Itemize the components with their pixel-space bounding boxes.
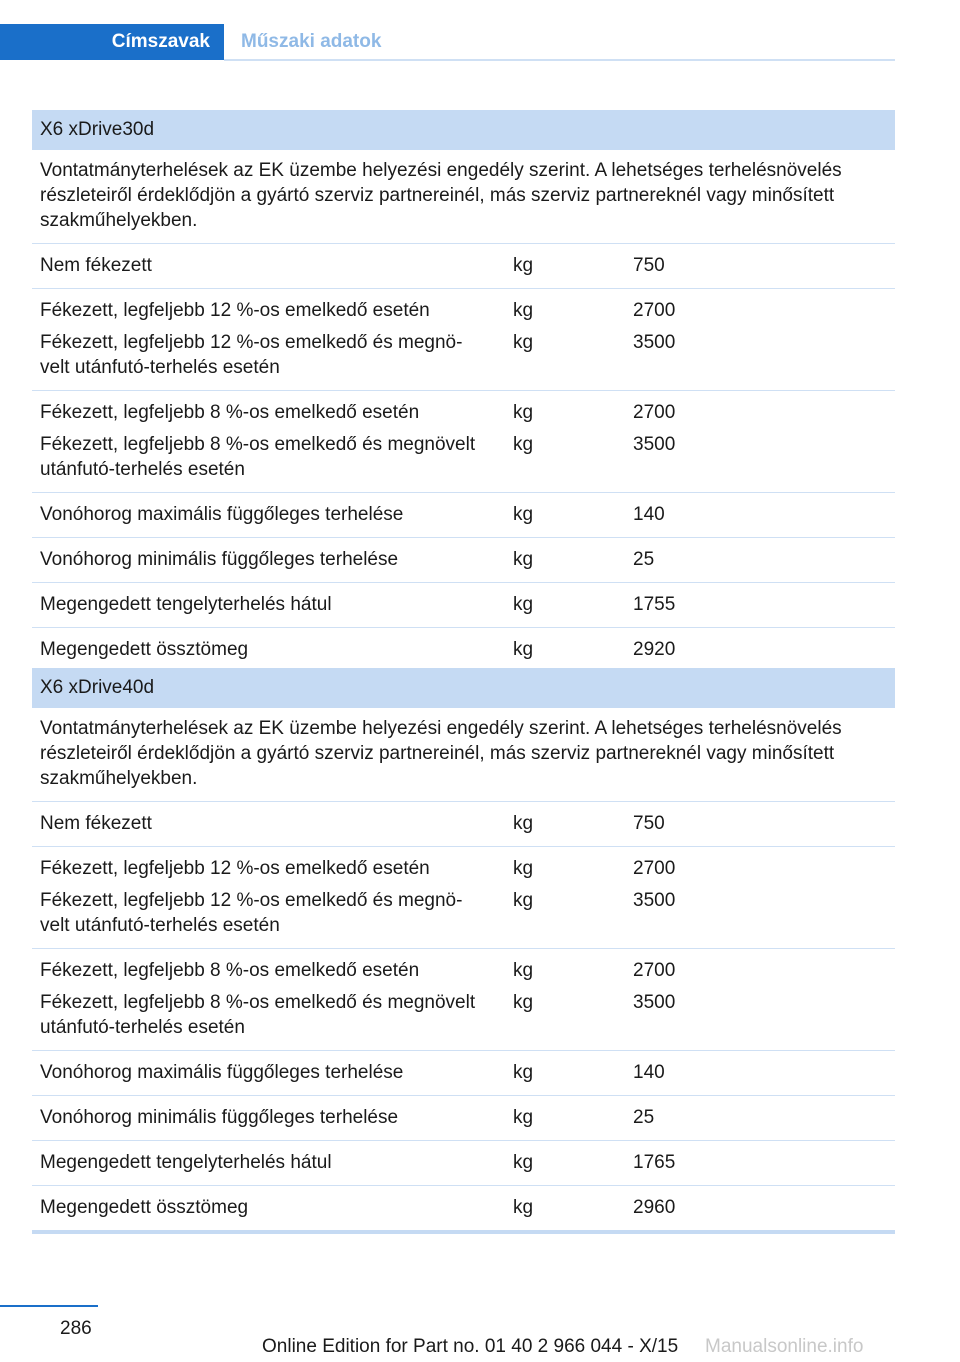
- table-entry: [32, 1060, 895, 1085]
- table-entry: [32, 330, 895, 380]
- tab-bar: [0, 24, 895, 62]
- table-row: [32, 1051, 895, 1096]
- entry-value: 1755: [633, 594, 676, 615]
- page-number: 286: [60, 1318, 92, 1339]
- table-entry: [32, 856, 895, 881]
- entry-label: Megengedett össztömeg: [40, 639, 249, 660]
- table-row: [32, 628, 895, 673]
- table-row: [32, 949, 895, 1051]
- table-row: [32, 847, 895, 949]
- entry-label: Nem fékezett: [40, 255, 152, 276]
- entry-label: Megengedett tengelyterhelés hátul: [40, 594, 332, 615]
- entry-unit: kg: [513, 255, 534, 276]
- footer-edition: Online Edition for Part no. 01 40 2 966 044 - X/15: [262, 1336, 679, 1357]
- entry-label: Fékezett, legfeljebb 12 %-os emelkedő esetén: [40, 858, 430, 879]
- entry-unit: kg: [513, 332, 534, 353]
- table-entry: [32, 637, 895, 662]
- table-entry: [32, 888, 895, 938]
- entry-value: 3500: [633, 890, 676, 911]
- table-entry: [32, 400, 895, 425]
- watermark: Manualsonline.info: [705, 1336, 864, 1357]
- entry-value: 25: [633, 1107, 655, 1128]
- entry-unit: kg: [513, 434, 534, 455]
- entry-label: Vonóhorog maximális függőleges terhelése: [40, 504, 404, 525]
- spec-table-xdrive30d: [32, 110, 895, 676]
- entry-unit: kg: [513, 549, 534, 570]
- entry-unit: kg: [513, 1107, 534, 1128]
- entry-value: 3500: [633, 332, 676, 353]
- entry-label: Nem fékezett: [40, 813, 152, 834]
- entry-unit: kg: [513, 890, 534, 911]
- entry-label: Fékezett, legfeljebb 8 %-os emelkedő és megnövelt utánfutó-terhelés esetén: [40, 992, 476, 1038]
- table-entry: [32, 432, 895, 482]
- entry-unit: kg: [513, 1197, 534, 1218]
- section-description: Vontatmányterhelések az EK üzembe helyezési engedély szerint. A lehetséges terhelésnövelés részleteiről érdeklődjön a gyártó szerviz partnereinél, más szerviz partnereknél vagy minősített szakműhelyekben.: [32, 150, 895, 244]
- table-row: [32, 289, 895, 391]
- table-entry: [32, 502, 895, 527]
- table-entry: [32, 1150, 895, 1175]
- entry-unit: kg: [513, 504, 534, 525]
- entry-unit: kg: [513, 300, 534, 321]
- table-row: [32, 538, 895, 583]
- entry-unit: kg: [513, 639, 534, 660]
- entry-value: 2960: [633, 1197, 676, 1218]
- table-row: [32, 1141, 895, 1186]
- spec-table-xdrive40d: [32, 668, 895, 1234]
- entry-value: 2700: [633, 960, 676, 981]
- tab-underline: [224, 59, 895, 61]
- entry-label: Vonóhorog minimális függőleges terhelése: [40, 1107, 399, 1128]
- entry-value: 2920: [633, 639, 676, 660]
- table-row: [32, 802, 895, 847]
- entry-unit: kg: [513, 1062, 534, 1083]
- tab-muszaki-adatok[interactable]: Műszaki adatok: [241, 31, 382, 52]
- table-row: [32, 493, 895, 538]
- entry-label: Vonóhorog maximális függőleges terhelése: [40, 1062, 404, 1083]
- tab-cimszavak[interactable]: Címszavak: [0, 24, 224, 60]
- entry-unit: kg: [513, 1152, 534, 1173]
- entry-unit: kg: [513, 594, 534, 615]
- table-entry: [32, 1195, 895, 1220]
- entry-unit: kg: [513, 402, 534, 423]
- entry-unit: kg: [513, 992, 534, 1013]
- table-row: [32, 583, 895, 628]
- entry-value: 3500: [633, 992, 676, 1013]
- entry-value: 2700: [633, 402, 676, 423]
- entry-value: 750: [633, 813, 665, 834]
- entry-label: Fékezett, legfeljebb 12 %-os emelkedő és megnö- velt utánfutó-terhelés esetén: [40, 890, 463, 936]
- table-entry: [32, 958, 895, 983]
- table-entry: [32, 811, 895, 836]
- entry-label: Fékezett, legfeljebb 12 %-os emelkedő esetén: [40, 300, 430, 321]
- entry-label: Fékezett, legfeljebb 12 %-os emelkedő és megnö- velt utánfutó-terhelés esetén: [40, 332, 463, 378]
- table-row: [32, 1096, 895, 1141]
- table-row: [32, 244, 895, 289]
- entry-value: 2700: [633, 300, 676, 321]
- entry-label: Megengedett össztömeg: [40, 1197, 249, 1218]
- entry-unit: kg: [513, 813, 534, 834]
- entry-label: Megengedett tengelyterhelés hátul: [40, 1152, 332, 1173]
- table-row: [32, 391, 895, 493]
- table-entry: [32, 298, 895, 323]
- page-number-rule: [0, 1305, 98, 1307]
- entry-label: Vonóhorog minimális függőleges terhelése: [40, 549, 399, 570]
- entry-value: 3500: [633, 434, 676, 455]
- entry-unit: kg: [513, 858, 534, 879]
- entry-label: Fékezett, legfeljebb 8 %-os emelkedő és megnövelt utánfutó-terhelés esetén: [40, 434, 476, 480]
- table-row: [32, 1186, 895, 1231]
- entry-label: Fékezett, legfeljebb 8 %-os emelkedő esetén: [40, 960, 420, 981]
- section-description: Vontatmányterhelések az EK üzembe helyezési engedély szerint. A lehetséges terhelésnövelés részleteiről érdeklődjön a gyártó szerviz partnereinél, más szerviz partnereknél vagy minősített szakműhelyekben.: [32, 708, 895, 802]
- table-entry: [32, 592, 895, 617]
- entry-unit: kg: [513, 960, 534, 981]
- entry-value: 1765: [633, 1152, 676, 1173]
- entry-value: 140: [633, 1062, 665, 1083]
- section-title: X6 xDrive40d: [32, 668, 895, 708]
- table-entry: [32, 547, 895, 572]
- entry-value: 140: [633, 504, 665, 525]
- entry-label: Fékezett, legfeljebb 8 %-os emelkedő esetén: [40, 402, 420, 423]
- entry-value: 750: [633, 255, 665, 276]
- section-title: X6 xDrive30d: [32, 110, 895, 150]
- table-entry: [32, 253, 895, 278]
- table-entry: [32, 990, 895, 1040]
- entry-value: 2700: [633, 858, 676, 879]
- table-entry: [32, 1105, 895, 1130]
- section-end-rule: [32, 1230, 895, 1234]
- entry-value: 25: [633, 549, 655, 570]
